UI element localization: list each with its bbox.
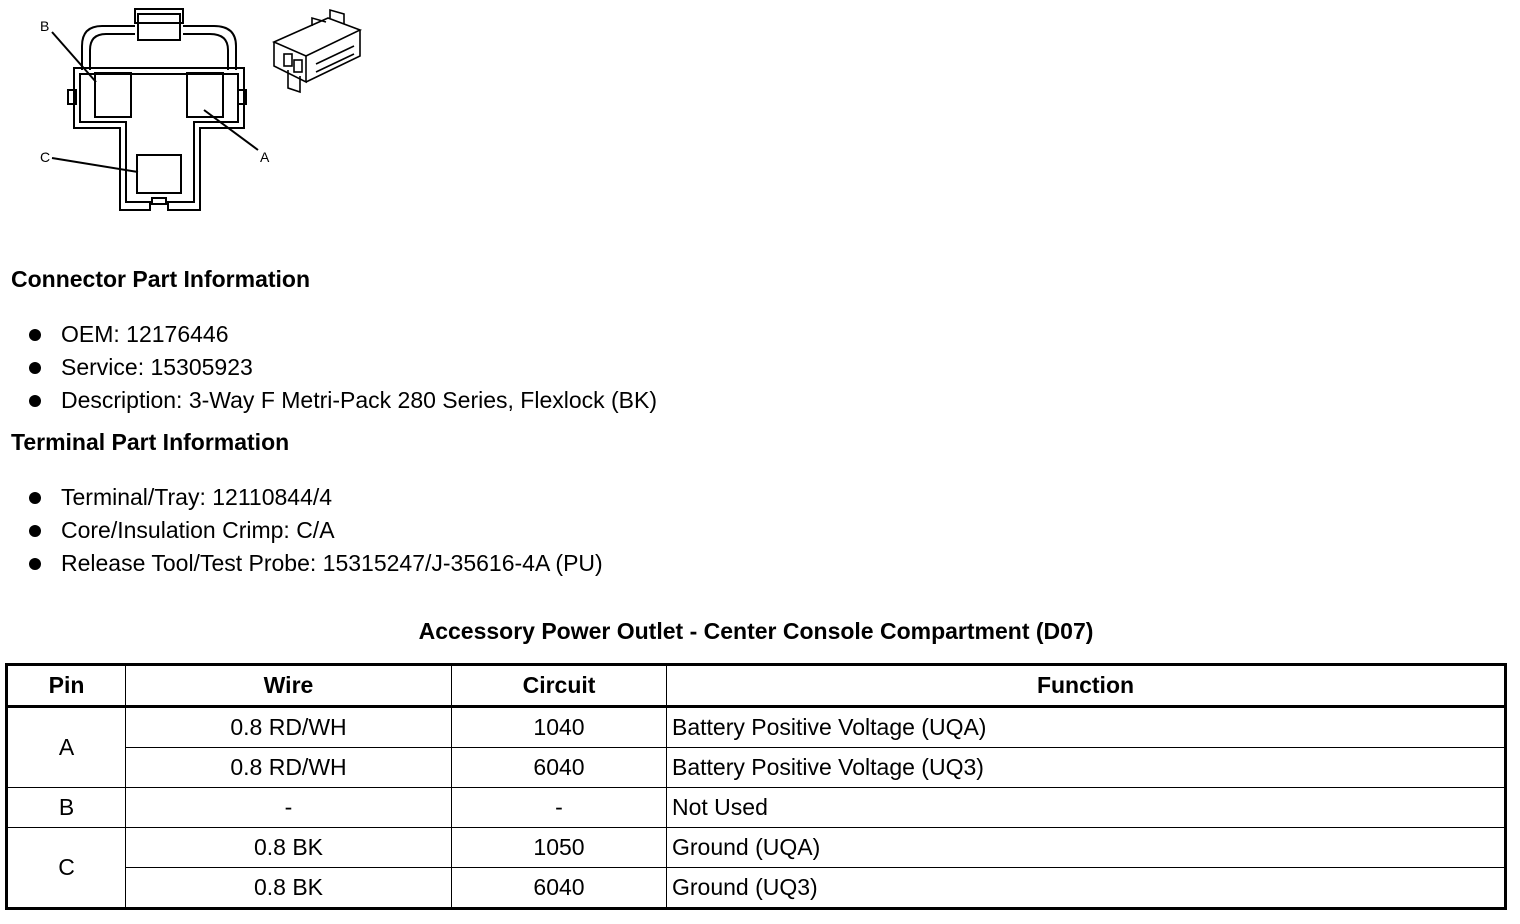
bullet-icon [29, 525, 41, 537]
connector-part-heading: Connector Part Information [11, 266, 311, 292]
function-cell: Ground (UQ3) [667, 868, 1506, 909]
pin-cell: B [7, 788, 126, 828]
table-row [7, 788, 1506, 828]
terminal-part-list [11, 481, 603, 580]
table-row [7, 707, 1506, 748]
circuit-cell: - [452, 788, 667, 828]
function-cell: Battery Positive Voltage (UQA) [667, 707, 1506, 748]
list-item: Service: 15305923 [11, 351, 657, 384]
circuit-cell: 6040 [452, 748, 667, 788]
table-header-row [7, 665, 1506, 707]
function-cell: Not Used [667, 788, 1506, 828]
connector-isometric-thumbnail [268, 4, 368, 96]
circuit-cell: 1040 [452, 707, 667, 748]
wire-cell: 0.8 BK [126, 868, 452, 909]
wire-cell: - [126, 788, 452, 828]
bullet-icon [29, 395, 41, 407]
bullet-icon [29, 492, 41, 504]
bullet-icon [29, 362, 41, 374]
pin-table-title: Accessory Power Outlet - Center Console Compartment (D07) [418, 618, 1094, 644]
function-cell: Battery Positive Voltage (UQ3) [667, 748, 1506, 788]
list-item: OEM: 12176446 [11, 318, 657, 351]
terminal-part-heading: Terminal Part Information [11, 429, 290, 455]
table-row [7, 828, 1506, 868]
pin-label-a: A [260, 149, 270, 165]
wire-cell: 0.8 RD/WH [126, 748, 452, 788]
pin-cell: C [7, 828, 126, 909]
pin-label-b: B [40, 18, 50, 34]
header-circuit: Circuit [452, 665, 667, 707]
circuit-cell: 1050 [452, 828, 667, 868]
wire-cell: 0.8 RD/WH [126, 707, 452, 748]
header-function: Function [667, 665, 1506, 707]
table-row [7, 748, 1506, 788]
pin-label-c: C [40, 149, 51, 165]
list-item: Release Tool/Test Probe: 15315247/J-35616-4A (PU) [11, 547, 603, 580]
list-item: Core/Insulation Crimp: C/A [11, 514, 603, 547]
connector-part-list [11, 318, 657, 417]
header-wire: Wire [126, 665, 452, 707]
circuit-cell: 6040 [452, 868, 667, 909]
wire-cell: 0.8 BK [126, 828, 452, 868]
bullet-icon [29, 558, 41, 570]
bullet-icon [29, 329, 41, 341]
pin-cell: A [7, 707, 126, 788]
list-item: Description: 3-Way F Metri-Pack 280 Series, Flexlock (BK) [11, 384, 657, 417]
function-cell: Ground (UQA) [667, 828, 1506, 868]
table-row [7, 868, 1506, 909]
pinout-table [5, 663, 1507, 910]
header-pin: Pin [7, 665, 126, 707]
list-item: Terminal/Tray: 12110844/4 [11, 481, 603, 514]
